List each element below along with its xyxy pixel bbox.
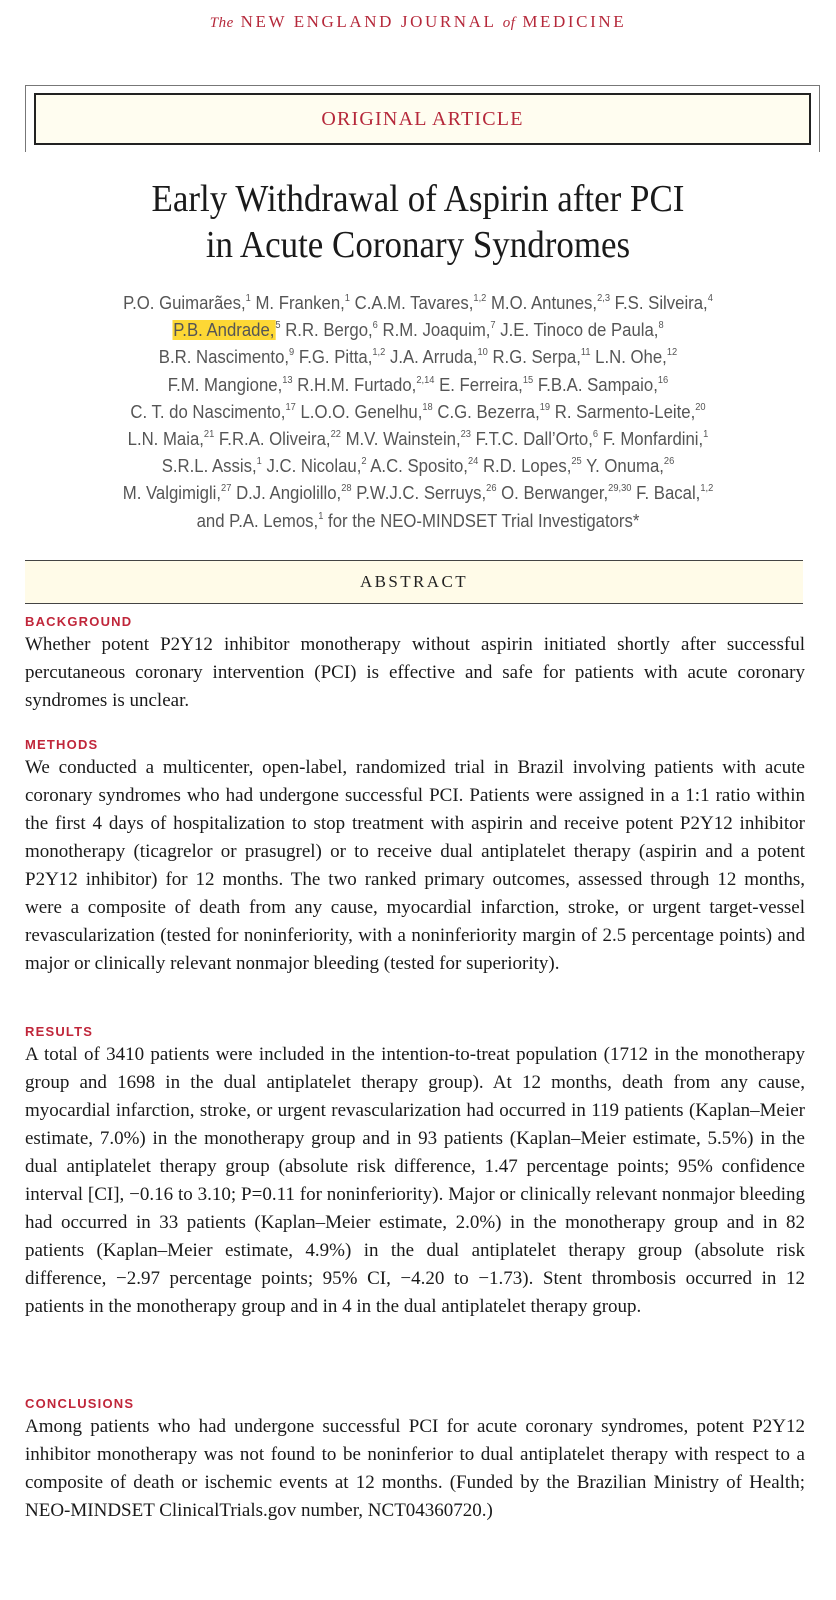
- author: [538, 375, 668, 395]
- author: [299, 347, 385, 367]
- author-name: J.A. Arruda,: [389, 347, 478, 368]
- author: [300, 402, 432, 422]
- section-heading: METHODS: [25, 737, 99, 752]
- author-name: C. T. do Nascimento,: [130, 401, 286, 422]
- author: [123, 293, 251, 313]
- section-conclusions: [25, 1396, 805, 1525]
- author-affiliation: 4: [707, 293, 713, 304]
- author: [383, 320, 496, 340]
- section-text: A total of 3410 patients were included in the intention-to-treat population (1712 in the monotherapy group and 1698 in the dual antiplatelet therapy group). At 12 months, death from any cause, myocardial infarction, stroke, or urgent revascularization had occurred in 119 patients (Kaplan–Meier estimate, 7.0%) in the monotherapy group and in 93 patients (Kaplan–Meier estimate, 5.5%) in the dual antiplatelet therapy group (absolute risk difference, 1.47 percentage points; 95% confidence interval [CI], −0.16 to 3.10; P=0.11 for noninferiority). Major or clinically relevant nonmajor bleeding had occurred in 33 patients (Kaplan–Meier estimate, 2.0%) in the monotherapy group and in 82 patients (Kaplan–Meier estimate, 4.9%) in the dual antiplatelet therapy group (absolute risk difference, −2.97 percentage points; 95% CI, −4.20 to −1.73). Stent thrombosis occurred in 12 patients in the monotherapy group and in 4 in the dual antiplatelet therapy group.: [25, 1044, 805, 1317]
- author: [603, 429, 709, 449]
- author-name: O. Berwanger,: [501, 483, 609, 504]
- author-affiliation: 28: [341, 483, 352, 495]
- author-name: S.R.L. Assis,: [161, 456, 257, 477]
- author-name: R.D. Lopes,: [482, 456, 572, 477]
- author: [355, 293, 487, 313]
- author: [123, 483, 232, 503]
- author-name: M.O. Antunes,: [490, 293, 598, 313]
- author-affiliation: 5: [275, 320, 281, 332]
- author-affiliation: 26: [486, 483, 497, 495]
- author: [586, 456, 674, 476]
- author: [356, 483, 496, 503]
- author-name: L.N. Ohe,: [595, 347, 667, 368]
- author: [162, 456, 262, 476]
- author-affiliation: 26: [663, 456, 675, 468]
- author-list-tail: for the NEO-MINDSET Trial Investigators*: [328, 510, 640, 531]
- journal-name-part1: NEW ENGLAND JOURNAL: [240, 12, 496, 31]
- author-affiliation: 1: [256, 456, 262, 468]
- author-name: R.G. Serpa,: [492, 347, 581, 368]
- author-affiliation: 11: [580, 347, 591, 359]
- author-name: A.C. Sposito,: [370, 456, 468, 477]
- author-name: M.V. Wainstein,: [345, 429, 461, 450]
- author-name: R.H.M. Furtado,: [297, 374, 417, 395]
- author-affiliation: 23: [460, 429, 471, 441]
- author-name: M. Franken,: [255, 293, 345, 313]
- section-heading: CONCLUSIONS: [25, 1396, 135, 1411]
- author-affiliation: 1: [703, 429, 709, 441]
- author: [500, 320, 663, 340]
- author: [219, 429, 341, 449]
- author-affiliation: 22: [330, 429, 341, 441]
- author: [501, 483, 631, 503]
- author-affiliation: 9: [289, 347, 295, 359]
- author-affiliation: 17: [285, 401, 296, 413]
- journal-name-part2: MEDICINE: [522, 12, 627, 31]
- author-name: C.G. Bezerra,: [437, 401, 540, 422]
- author: [236, 483, 351, 503]
- author-name: J.C. Nicolau,: [266, 456, 362, 477]
- section-text: Among patients who had undergone successful PCI for acute coronary syndromes, potent P2Y12 inhibitor monotherapy was not found to be noninferior to dual antiplatelet therapy with respect to a composite of death or ischemic events at 12 months. (Funded by the Brazilian Ministry of Health; NEO-MINDSET ClinicalTrials.gov number, NCT04360720.): [25, 1416, 805, 1521]
- author-affiliation: 1,2: [473, 293, 487, 304]
- author: [197, 511, 324, 531]
- author-affiliation: 29,30: [608, 483, 632, 495]
- author: [266, 456, 366, 476]
- author: [615, 293, 713, 313]
- author-affiliation: 12: [666, 347, 678, 359]
- title-line-1: Early Withdrawal of Aspirin after PCI: [151, 178, 685, 220]
- author-affiliation: 6: [372, 320, 378, 332]
- author: [390, 347, 488, 367]
- journal-of: of: [502, 15, 516, 31]
- author-affiliation: 1,2: [700, 483, 714, 495]
- author-affiliation: 2: [361, 456, 367, 468]
- author-affiliation: 20: [695, 401, 706, 413]
- author-name: P.B. Andrade,: [173, 320, 275, 341]
- author-affiliation: 16: [657, 374, 669, 386]
- author-name: M. Valgimigli,: [122, 483, 222, 504]
- section-methods: [25, 737, 805, 978]
- author-name: J.E. Tinoco de Paula,: [500, 320, 659, 341]
- author-affiliation: 1: [245, 293, 251, 304]
- abstract-banner: [25, 560, 803, 604]
- author: [492, 347, 590, 367]
- author-name: F.S. Silveira,: [614, 293, 708, 313]
- author: [159, 347, 294, 367]
- author-affiliation: 13: [282, 374, 293, 386]
- author-affiliation: 19: [539, 401, 551, 413]
- author-name: F. Monfardini,: [602, 429, 704, 450]
- author-affiliation: 2,14: [416, 374, 435, 386]
- section-text: Whether potent P2Y12 inhibitor monotherapy without aspirin initiated shortly after successful percutaneous coronary intervention (PCI) is effective and safe for patients with acute coronary syndromes is unclear.: [25, 634, 805, 711]
- section-results: [25, 1024, 805, 1321]
- author-affiliation: 15: [522, 374, 534, 386]
- author-name: and P.A. Lemos,: [196, 510, 319, 531]
- author: [483, 456, 582, 476]
- author: [595, 347, 677, 367]
- author-affiliation: 10: [477, 347, 488, 359]
- author-name: P.O. Guimarães,: [123, 293, 246, 313]
- author: [128, 429, 215, 449]
- author-affiliation: 6: [592, 429, 599, 441]
- author-affiliation: 2,3: [597, 293, 611, 304]
- author-name: P.W.J.C. Serruys,: [356, 483, 487, 504]
- author-name: D.J. Angiolillo,: [236, 483, 342, 504]
- section-heading: BACKGROUND: [25, 614, 133, 629]
- author-name: F.R.A. Oliveira,: [218, 429, 331, 450]
- author: [255, 293, 349, 313]
- article-type-box: [34, 93, 811, 145]
- author: [130, 402, 295, 422]
- author: [172, 320, 280, 340]
- author: [437, 402, 550, 422]
- author-affiliation: 1: [318, 510, 324, 522]
- author-name: L.O.O. Genelhu,: [300, 401, 423, 422]
- author-affiliation: 8: [658, 320, 664, 332]
- journal-the: The: [209, 15, 234, 31]
- author: [346, 429, 471, 449]
- author-affiliation: 21: [203, 429, 215, 441]
- journal-masthead: [0, 12, 836, 32]
- author-name: F.T.C. Dall’Orto,: [475, 429, 593, 450]
- author: [168, 375, 293, 395]
- author-name: F.B.A. Sampaio,: [537, 374, 658, 395]
- author-affiliation: 25: [571, 456, 582, 468]
- author-list: [48, 290, 788, 535]
- author: [285, 320, 378, 340]
- author: [555, 402, 706, 422]
- author-name: F.M. Mangione,: [167, 374, 283, 395]
- section-background: [25, 614, 805, 715]
- author: [491, 293, 610, 313]
- author: [476, 429, 598, 449]
- author-name: F.G. Pitta,: [298, 347, 373, 368]
- author-name: R.M. Joaquim,: [382, 320, 491, 341]
- author-name: Y. Onuma,: [586, 456, 664, 477]
- author-affiliation: 1: [344, 293, 350, 304]
- section-text: We conducted a multicenter, open-label, randomized trial in Brazil involving patients with acute coronary syndromes who had undergone successful PCI. Patients were assigned in a 1:1 ratio within the first 4 days of hospitalization to stop treatment with aspirin and receive potent P2Y12 inhibitor monotherapy (ticagrelor or prasugrel) or to receive dual antiplatelet therapy (aspirin and a potent P2Y12 inhibitor) for 12 months. The two ranked primary outcomes, assessed through 12 months, were a composite of death from any cause, myocardial infarction, stroke, or urgent target-vessel revascularization (tested for noninferiority, with a noninferiority margin of 2.5 percentage points) and major or clinically relevant nonmajor bleeding (tested for superiority).: [25, 757, 805, 974]
- author-name: F. Bacal,: [636, 483, 701, 504]
- author-name: R.R. Bergo,: [285, 320, 373, 341]
- author-name: C.A.M. Tavares,: [354, 293, 474, 313]
- author-affiliation: 27: [221, 483, 232, 495]
- author-name: R. Sarmento-Leite,: [554, 401, 696, 422]
- author-affiliation: 24: [467, 456, 479, 468]
- author-name: E. Ferreira,: [439, 374, 523, 395]
- abstract-label: ABSTRACT: [360, 572, 468, 591]
- author-name: L.N. Maia,: [127, 429, 204, 450]
- author: [370, 456, 478, 476]
- author-affiliation: 1,2: [372, 347, 386, 359]
- author: [439, 375, 533, 395]
- title-line-2: in Acute Coronary Syndromes: [205, 224, 631, 266]
- section-heading: RESULTS: [25, 1024, 94, 1039]
- author-affiliation: 18: [422, 401, 433, 413]
- author: [636, 483, 713, 503]
- article-title: [33, 176, 802, 268]
- author: [297, 375, 434, 395]
- article-type-label: ORIGINAL ARTICLE: [321, 107, 524, 130]
- author-affiliation: 7: [490, 320, 496, 332]
- author-name: B.R. Nascimento,: [158, 347, 290, 368]
